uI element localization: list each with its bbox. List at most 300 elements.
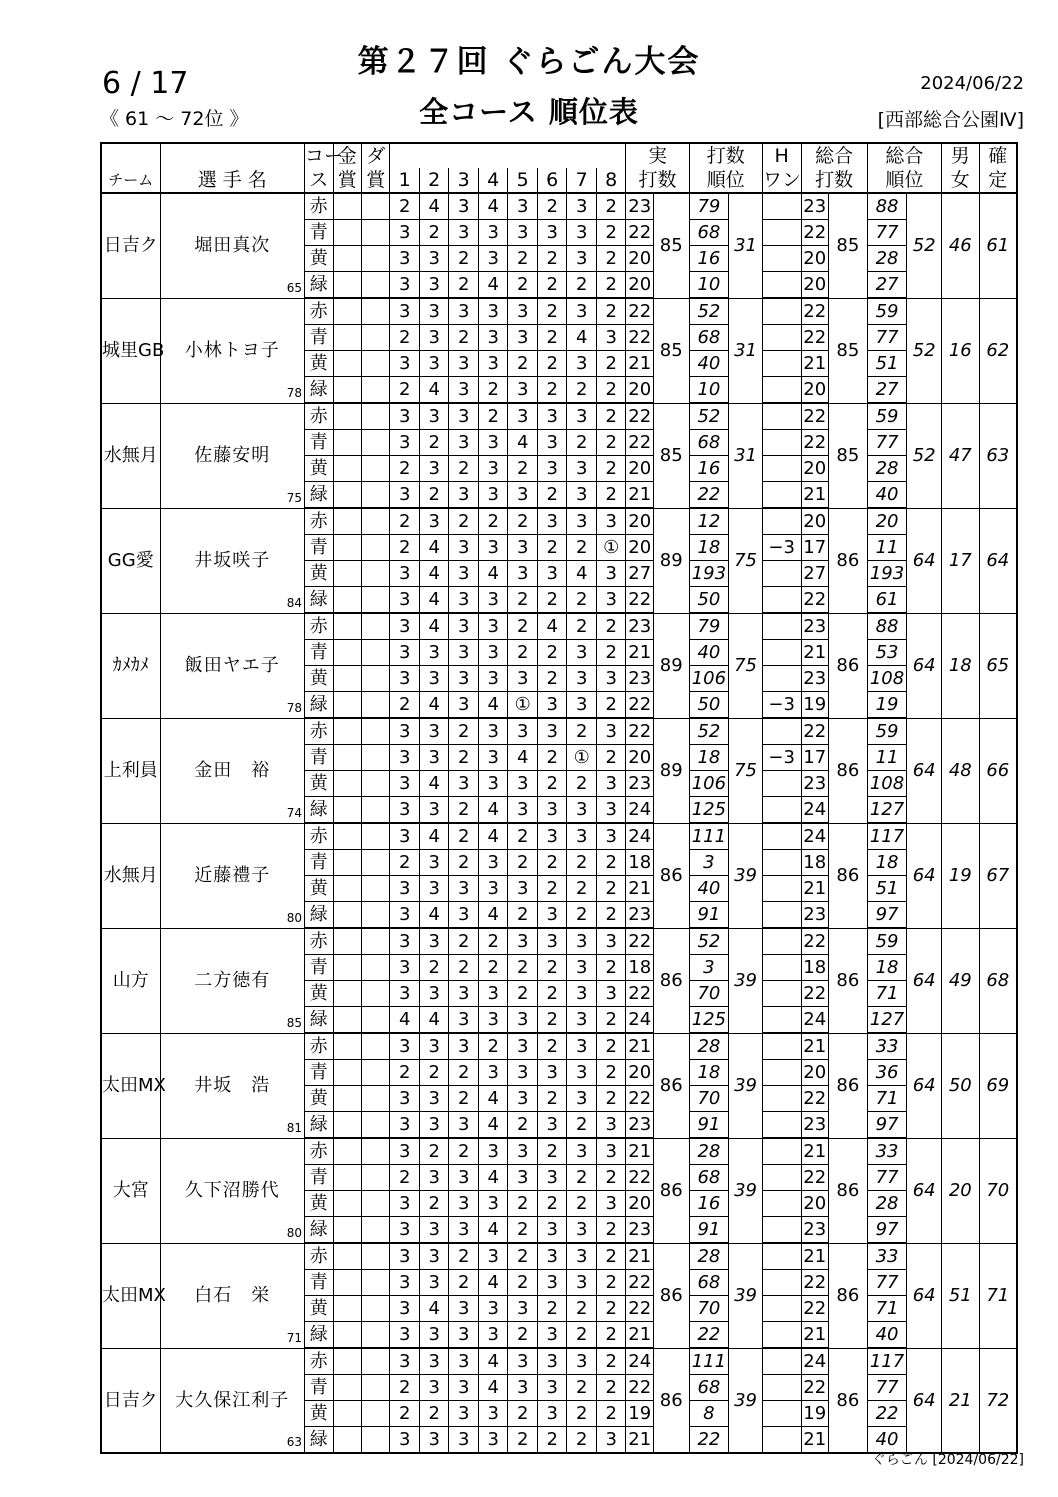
course-rank: 16: [689, 1191, 729, 1217]
hole-score-8: 3: [596, 981, 626, 1007]
course-strokes: 23: [626, 193, 653, 220]
course-cell: 青: [305, 1270, 333, 1296]
course-strokes: 27: [626, 561, 653, 587]
course-total-rank: 88: [867, 193, 907, 220]
hole-score-4: 3: [478, 587, 508, 614]
course-rank: 68: [689, 220, 729, 246]
hole-score-5: 2: [508, 508, 538, 535]
gender-rank: 49: [941, 928, 979, 1033]
actual-strokes: 85: [653, 403, 689, 508]
hole-score-7: 3: [567, 403, 597, 430]
course-total-rank: 28: [867, 456, 907, 482]
final-rank: 62: [979, 298, 1017, 403]
hole-score-7: 2: [567, 1112, 597, 1139]
hole-score-5: 3: [508, 1086, 538, 1112]
hole-score-1: 3: [390, 351, 420, 377]
gold-cell: [333, 1217, 361, 1244]
hole-score-4: 3: [478, 220, 508, 246]
hole-in-one: [762, 1243, 801, 1270]
hole-score-4: 3: [478, 246, 508, 272]
course-rank: 18: [689, 535, 729, 561]
da-cell: [361, 850, 389, 876]
gold-cell: [333, 403, 361, 430]
header-hole-8: 8: [596, 168, 626, 193]
course-cell: 緑: [305, 272, 333, 299]
header-name-top: [160, 143, 305, 168]
total-rank: 64: [907, 1138, 942, 1243]
hole-score-4: 3: [478, 1427, 508, 1454]
hole-score-8: 3: [596, 1112, 626, 1139]
hole-score-6: 2: [537, 1086, 567, 1112]
course-cell: 緑: [305, 587, 333, 614]
team-name: 水無月: [101, 823, 160, 928]
hole-score-7: 2: [567, 1427, 597, 1454]
hole-score-6: 3: [537, 403, 567, 430]
course-rank: 52: [689, 718, 729, 745]
gold-cell: [333, 430, 361, 456]
hole-score-8: 2: [596, 220, 626, 246]
hole-score-1: 3: [390, 666, 420, 692]
course-total-rank: 28: [867, 1191, 907, 1217]
hole-score-3: 2: [449, 456, 479, 482]
hole-score-5: 3: [508, 1296, 538, 1322]
da-cell: [361, 351, 389, 377]
total-strokes: 86: [828, 1243, 867, 1348]
gold-cell: [333, 1270, 361, 1296]
page-number: 6 / 17: [102, 66, 189, 101]
strokes-rank: 39: [729, 823, 763, 928]
final-rank: 63: [979, 403, 1017, 508]
hole-score-4: 3: [478, 1296, 508, 1322]
hole-score-5: ①: [508, 692, 538, 719]
course-strokes: 22: [626, 220, 653, 246]
course-strokes: 19: [626, 1401, 653, 1427]
course-strokes: 23: [626, 613, 653, 640]
course-rank: 70: [689, 1296, 729, 1322]
header-actual-bot: 打数: [626, 168, 689, 193]
gold-cell: [333, 561, 361, 587]
hole-score-5: 3: [508, 193, 538, 220]
course-rank: 68: [689, 1270, 729, 1296]
course-total-rank: 40: [867, 482, 907, 509]
course-rank: 91: [689, 902, 729, 929]
table-row: [101, 613, 1017, 640]
hole-score-6: 2: [537, 1033, 567, 1060]
hole-score-1: 2: [390, 377, 420, 404]
course-rank: 68: [689, 1375, 729, 1401]
course-strokes: 20: [626, 272, 653, 299]
player-name: [160, 928, 305, 1033]
hole-in-one: [762, 1270, 801, 1296]
course-rank: 10: [689, 377, 729, 404]
hole-score-4: 3: [478, 1401, 508, 1427]
course-total-rank: 77: [867, 1165, 907, 1191]
hole-in-one: [762, 272, 801, 299]
da-cell: [361, 666, 389, 692]
hole-score-2: 3: [419, 745, 449, 771]
course-cell: 緑: [305, 1322, 333, 1349]
player-name-text: 小林トヨ子: [184, 340, 280, 361]
hole-score-6: 2: [537, 377, 567, 404]
hole-score-2: 4: [419, 771, 449, 797]
hole-score-8: 2: [596, 1033, 626, 1060]
course-total: 22: [801, 325, 828, 351]
course-strokes: 20: [626, 535, 653, 561]
course-strokes: 22: [626, 1086, 653, 1112]
hole-score-6: 3: [537, 1375, 567, 1401]
course-cell: 赤: [305, 928, 333, 955]
course-strokes: 21: [626, 482, 653, 509]
da-cell: [361, 377, 389, 404]
hole-score-7: 3: [567, 1348, 597, 1375]
total-rank: 64: [907, 1033, 942, 1138]
header-rank-bot: 順位: [689, 168, 762, 193]
course-total-rank: 51: [867, 351, 907, 377]
course-strokes: 21: [626, 1138, 653, 1165]
table-row: [101, 508, 1017, 535]
hole-score-2: 3: [419, 508, 449, 535]
hole-score-7: 3: [567, 1033, 597, 1060]
hole-score-1: 2: [390, 193, 420, 220]
header-gold-bot: 賞: [333, 168, 361, 193]
hole-score-7: 3: [567, 298, 597, 325]
hole-score-2: 2: [419, 482, 449, 509]
course-cell: 赤: [305, 1138, 333, 1165]
gold-cell: [333, 1401, 361, 1427]
hole-score-4: 3: [478, 325, 508, 351]
course-cell: 緑: [305, 1427, 333, 1454]
da-cell: [361, 508, 389, 535]
hole-in-one: [762, 876, 801, 902]
hole-score-5: 3: [508, 298, 538, 325]
header-trank: 総合: [867, 143, 941, 168]
course-rank: 70: [689, 981, 729, 1007]
hole-score-4: 3: [478, 745, 508, 771]
course-rank: 106: [689, 771, 729, 797]
hole-score-3: 2: [449, 325, 479, 351]
hole-in-one: [762, 403, 801, 430]
hole-score-8: 2: [596, 1296, 626, 1322]
course-strokes: 22: [626, 1375, 653, 1401]
hole-score-3: 2: [449, 1243, 479, 1270]
gold-cell: [333, 902, 361, 929]
da-cell: [361, 1348, 389, 1375]
course-total-rank: 20: [867, 508, 907, 535]
hole-score-7: 2: [567, 1375, 597, 1401]
gold-cell: [333, 535, 361, 561]
hole-score-4: 3: [478, 535, 508, 561]
course-cell: 黄: [305, 876, 333, 902]
hole-score-8: 2: [596, 351, 626, 377]
hole-in-one: [762, 1427, 801, 1454]
team-name: 水無月: [101, 403, 160, 508]
hole-score-2: 4: [419, 587, 449, 614]
header-da-bot: 賞: [361, 168, 389, 193]
hole-score-4: 3: [478, 1007, 508, 1034]
gold-cell: [333, 850, 361, 876]
hole-score-4: 4: [478, 692, 508, 719]
hole-score-6: 3: [537, 1322, 567, 1349]
hole-score-8: 2: [596, 745, 626, 771]
header-total-bot: 打数: [801, 168, 867, 193]
da-cell: [361, 1138, 389, 1165]
hole-score-5: 3: [508, 325, 538, 351]
course-cell: 赤: [305, 613, 333, 640]
hole-score-3: 2: [449, 823, 479, 850]
hole-score-4: 4: [478, 1270, 508, 1296]
hole-score-4: 3: [478, 482, 508, 509]
hole-score-5: 2: [508, 1217, 538, 1244]
hole-score-7: 3: [567, 928, 597, 955]
course-total-rank: 59: [867, 718, 907, 745]
da-cell: [361, 902, 389, 929]
hole-score-4: 4: [478, 823, 508, 850]
player-name-text: 井坂咲子: [194, 550, 271, 571]
gender-rank: 46: [941, 193, 979, 298]
course-rank: 79: [689, 613, 729, 640]
player-name: [160, 1138, 305, 1243]
strokes-rank: 39: [729, 928, 763, 1033]
da-cell: [361, 193, 389, 220]
hole-score-1: 3: [390, 1138, 420, 1165]
course-cell: 緑: [305, 692, 333, 719]
da-cell: [361, 1086, 389, 1112]
hole-score-6: 2: [537, 193, 567, 220]
table-row: [101, 1033, 1017, 1060]
total-rank: 64: [907, 1243, 942, 1348]
course-total-rank: 77: [867, 220, 907, 246]
gender-rank: 47: [941, 403, 979, 508]
hole-score-1: 3: [390, 1243, 420, 1270]
hole-score-7: 3: [567, 1007, 597, 1034]
player-name: [160, 1243, 305, 1348]
hole-score-5: 3: [508, 1060, 538, 1086]
hole-score-8: 2: [596, 902, 626, 929]
final-rank: 65: [979, 613, 1017, 718]
hole-score-4: 3: [478, 981, 508, 1007]
hole-score-4: 2: [478, 403, 508, 430]
hole-score-8: 2: [596, 1401, 626, 1427]
da-cell: [361, 1401, 389, 1427]
hole-score-1: 3: [390, 1270, 420, 1296]
hole-score-2: 3: [419, 272, 449, 299]
hole-score-7: 2: [567, 377, 597, 404]
course-rank: 22: [689, 1322, 729, 1349]
hole-score-8: 2: [596, 640, 626, 666]
course-rank: 50: [689, 692, 729, 719]
player-age: 81: [286, 1120, 303, 1135]
hole-score-3: 3: [449, 1217, 479, 1244]
hole-score-7: 3: [567, 981, 597, 1007]
hole-score-6: 3: [537, 456, 567, 482]
course-total: 20: [801, 246, 828, 272]
course-cell: 青: [305, 850, 333, 876]
course-strokes: 22: [626, 403, 653, 430]
actual-strokes: 86: [653, 1138, 689, 1243]
hole-score-8: 2: [596, 850, 626, 876]
hole-score-7: 3: [567, 246, 597, 272]
hole-score-2: 4: [419, 1296, 449, 1322]
team-name: 太田MX: [101, 1243, 160, 1348]
course-total: 22: [801, 220, 828, 246]
gold-cell: [333, 981, 361, 1007]
course-total: 22: [801, 430, 828, 456]
hole-score-7: 2: [567, 1165, 597, 1191]
course-strokes: 21: [626, 1427, 653, 1454]
course-rank: 40: [689, 876, 729, 902]
da-cell: [361, 272, 389, 299]
hole-score-3: 3: [449, 1191, 479, 1217]
hole-score-7: 3: [567, 1217, 597, 1244]
hole-in-one: [762, 325, 801, 351]
hole-score-4: 4: [478, 193, 508, 220]
total-strokes: 85: [828, 403, 867, 508]
hole-score-4: 2: [478, 508, 508, 535]
course-total: 24: [801, 797, 828, 824]
hole-score-6: 2: [537, 1138, 567, 1165]
course-total: 22: [801, 981, 828, 1007]
hole-score-8: 2: [596, 1348, 626, 1375]
hole-score-1: 4: [390, 1007, 420, 1034]
player-name-text: 二方徳有: [194, 970, 271, 991]
course-total-rank: 18: [867, 955, 907, 981]
hole-score-1: 3: [390, 298, 420, 325]
hole-score-1: 3: [390, 561, 420, 587]
hole-score-5: 2: [508, 246, 538, 272]
hole-score-5: 3: [508, 220, 538, 246]
course-cell: 赤: [305, 1243, 333, 1270]
hole-score-5: 3: [508, 771, 538, 797]
hole-score-4: 4: [478, 1375, 508, 1401]
course-rank: 28: [689, 1033, 729, 1060]
table-row: [101, 928, 1017, 955]
course-total: 21: [801, 482, 828, 509]
actual-strokes: 89: [653, 508, 689, 613]
hole-in-one: [762, 1348, 801, 1375]
hole-in-one: [762, 1007, 801, 1034]
hole-score-2: 2: [419, 955, 449, 981]
header-holes-top: [390, 143, 626, 168]
course-total-rank: 77: [867, 430, 907, 456]
hole-score-8: 2: [596, 1165, 626, 1191]
course-rank: 18: [689, 745, 729, 771]
course-cell: 青: [305, 220, 333, 246]
hole-score-4: 3: [478, 876, 508, 902]
total-rank: 64: [907, 718, 942, 823]
hole-score-6: 2: [537, 272, 567, 299]
hole-score-1: 2: [390, 456, 420, 482]
hole-score-4: 3: [478, 298, 508, 325]
hole-score-3: 3: [449, 535, 479, 561]
da-cell: [361, 876, 389, 902]
course-total: 24: [801, 1007, 828, 1034]
course-strokes: 22: [626, 1165, 653, 1191]
hole-score-6: 2: [537, 981, 567, 1007]
course-strokes: 22: [626, 430, 653, 456]
hole-score-5: 4: [508, 430, 538, 456]
table-row: [101, 718, 1017, 745]
header-gold: 金: [333, 143, 361, 168]
hole-in-one: [762, 351, 801, 377]
hole-score-3: 2: [449, 1086, 479, 1112]
player-name-text: 井坂 浩: [194, 1075, 271, 1096]
hole-score-2: 2: [419, 220, 449, 246]
course-strokes: 21: [626, 1243, 653, 1270]
hole-score-6: 3: [537, 430, 567, 456]
total-strokes: 85: [828, 298, 867, 403]
course-rank: 91: [689, 1217, 729, 1244]
player-name: [160, 718, 305, 823]
course-total-rank: 36: [867, 1060, 907, 1086]
gender-rank: 16: [941, 298, 979, 403]
da-cell: [361, 1112, 389, 1139]
course-rank: 125: [689, 1007, 729, 1034]
gold-cell: [333, 351, 361, 377]
course-total: 20: [801, 456, 828, 482]
hole-score-3: 3: [449, 351, 479, 377]
course-total: 19: [801, 1401, 828, 1427]
hole-score-1: 3: [390, 823, 420, 850]
hole-score-6: 2: [537, 351, 567, 377]
hole-score-1: 3: [390, 718, 420, 745]
strokes-rank: 31: [729, 298, 763, 403]
header-hole-3: 3: [449, 168, 479, 193]
course-rank: 52: [689, 928, 729, 955]
hole-score-3: 3: [449, 692, 479, 719]
hole-score-5: 3: [508, 1033, 538, 1060]
hole-score-5: 3: [508, 1165, 538, 1191]
team-name: 城里GB: [101, 298, 160, 403]
hole-score-7: 2: [567, 1191, 597, 1217]
hole-score-3: 3: [449, 430, 479, 456]
total-strokes: 86: [828, 1348, 867, 1453]
da-cell: [361, 1217, 389, 1244]
course-total: 22: [801, 928, 828, 955]
hole-score-2: 4: [419, 823, 449, 850]
hole-score-2: 3: [419, 666, 449, 692]
da-cell: [361, 823, 389, 850]
course-total: 22: [801, 1165, 828, 1191]
course-total-rank: 22: [867, 1401, 907, 1427]
hole-score-6: 2: [537, 876, 567, 902]
course-total: 24: [801, 1348, 828, 1375]
course-total: 22: [801, 1270, 828, 1296]
header-hole-6: 6: [537, 168, 567, 193]
course-rank: 16: [689, 456, 729, 482]
hole-score-5: 2: [508, 351, 538, 377]
hole-score-1: 3: [390, 1112, 420, 1139]
da-cell: [361, 298, 389, 325]
da-cell: [361, 587, 389, 614]
course-rank: 70: [689, 1086, 729, 1112]
hole-score-1: 2: [390, 850, 420, 876]
hole-score-6: 2: [537, 771, 567, 797]
hole-score-2: 3: [419, 1033, 449, 1060]
hole-score-6: 3: [537, 1217, 567, 1244]
strokes-rank: 39: [729, 1243, 763, 1348]
course-total: 21: [801, 876, 828, 902]
course-total-rank: 53: [867, 640, 907, 666]
hole-score-8: 2: [596, 1243, 626, 1270]
page-subtitle: 全コース 順位表: [419, 95, 639, 129]
hole-score-8: 2: [596, 955, 626, 981]
player-age: 80: [286, 910, 303, 925]
header-actual: 実: [626, 143, 689, 168]
hole-score-3: 2: [449, 1060, 479, 1086]
da-cell: [361, 1033, 389, 1060]
hole-score-1: 2: [390, 1401, 420, 1427]
total-strokes: 86: [828, 823, 867, 928]
